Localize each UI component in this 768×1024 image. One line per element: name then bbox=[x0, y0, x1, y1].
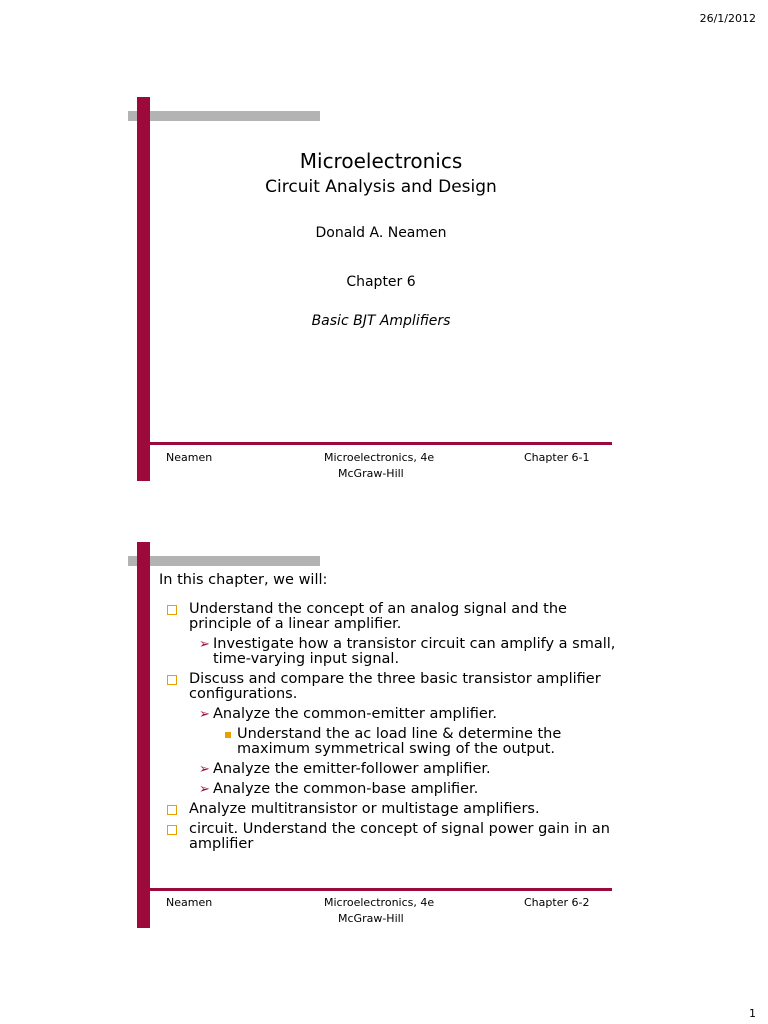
footer-chapter: Chapter 6-2 bbox=[524, 896, 590, 909]
bullet-text: Analyze the common-emitter amplifier. bbox=[213, 706, 498, 722]
bullet-item bbox=[159, 822, 619, 852]
bullet-text: Analyze the common-base amplifier. bbox=[213, 781, 479, 797]
bullet-text: Discuss and compare the three basic transistor amplifier configurations. bbox=[189, 671, 601, 702]
footer-chapter: Chapter 6-1 bbox=[524, 451, 590, 464]
slide-chapter-text: Chapter 6 bbox=[346, 274, 416, 290]
bullet-text: Analyze multitransistor or multistage amplifiers. bbox=[189, 801, 540, 817]
sub-bullet-item bbox=[159, 707, 619, 722]
hollow-square-bullet-icon bbox=[167, 675, 177, 685]
bullet-item bbox=[159, 602, 619, 632]
hollow-square-bullet-icon bbox=[167, 825, 177, 835]
page-date: 26/1/2012 bbox=[699, 12, 756, 25]
sub-bullet-item bbox=[159, 782, 619, 797]
gray-accent-bar bbox=[128, 556, 320, 566]
red-accent-bar bbox=[137, 97, 150, 481]
bullet-item bbox=[159, 672, 619, 702]
red-accent-bar bbox=[137, 542, 150, 928]
arrow-bullet-icon: ➢ bbox=[199, 637, 210, 652]
bullet-item bbox=[159, 802, 619, 817]
bullet-text: Understand the concept of an analog signal and the principle of a linear amplifier. bbox=[189, 601, 567, 632]
slide-content bbox=[159, 572, 619, 857]
slide-objectives bbox=[128, 542, 616, 928]
footer-book: Microelectronics, 4e bbox=[324, 896, 435, 909]
footer-author: Neamen bbox=[166, 896, 213, 909]
slide-intro-text: In this chapter, we will: bbox=[159, 572, 328, 588]
slide-title-text: Microelectronics bbox=[299, 149, 463, 173]
sub-bullet-item bbox=[159, 637, 619, 667]
footer-divider bbox=[150, 888, 612, 891]
filled-square-bullet-icon bbox=[225, 732, 231, 738]
slide-chapter-title-text: Basic BJT Amplifiers bbox=[311, 313, 451, 329]
page-number: 1 bbox=[749, 1007, 756, 1020]
arrow-bullet-icon: ➢ bbox=[199, 707, 210, 722]
bullet-text: circuit. Understand the concept of signal power gain in an amplifier bbox=[189, 821, 610, 852]
slide-subtitle-text: Circuit Analysis and Design bbox=[265, 177, 497, 197]
sub-sub-bullet-item bbox=[159, 727, 619, 757]
hollow-square-bullet-icon bbox=[167, 805, 177, 815]
bullet-text: Analyze the emitter-follower amplifier. bbox=[213, 761, 491, 777]
sub-bullet-item bbox=[159, 762, 619, 777]
arrow-bullet-icon: ➢ bbox=[199, 762, 210, 777]
footer-publisher: McGraw-Hill bbox=[338, 912, 404, 925]
slide-author-text: Donald A. Neamen bbox=[315, 225, 447, 241]
bullet-text: Investigate how a transistor circuit can amplify a small, time-varying input signal. bbox=[213, 636, 616, 667]
footer-divider bbox=[150, 442, 612, 445]
arrow-bullet-icon: ➢ bbox=[199, 782, 210, 797]
slide-title bbox=[128, 97, 612, 481]
footer-publisher: McGraw-Hill bbox=[338, 467, 404, 480]
bullet-text: Understand the ac load line & determine the maximum symmetrical swing of the output. bbox=[237, 726, 562, 757]
footer-author: Neamen bbox=[166, 451, 213, 464]
footer-book: Microelectronics, 4e bbox=[324, 451, 435, 464]
gray-accent-bar bbox=[128, 111, 320, 121]
hollow-square-bullet-icon bbox=[167, 605, 177, 615]
